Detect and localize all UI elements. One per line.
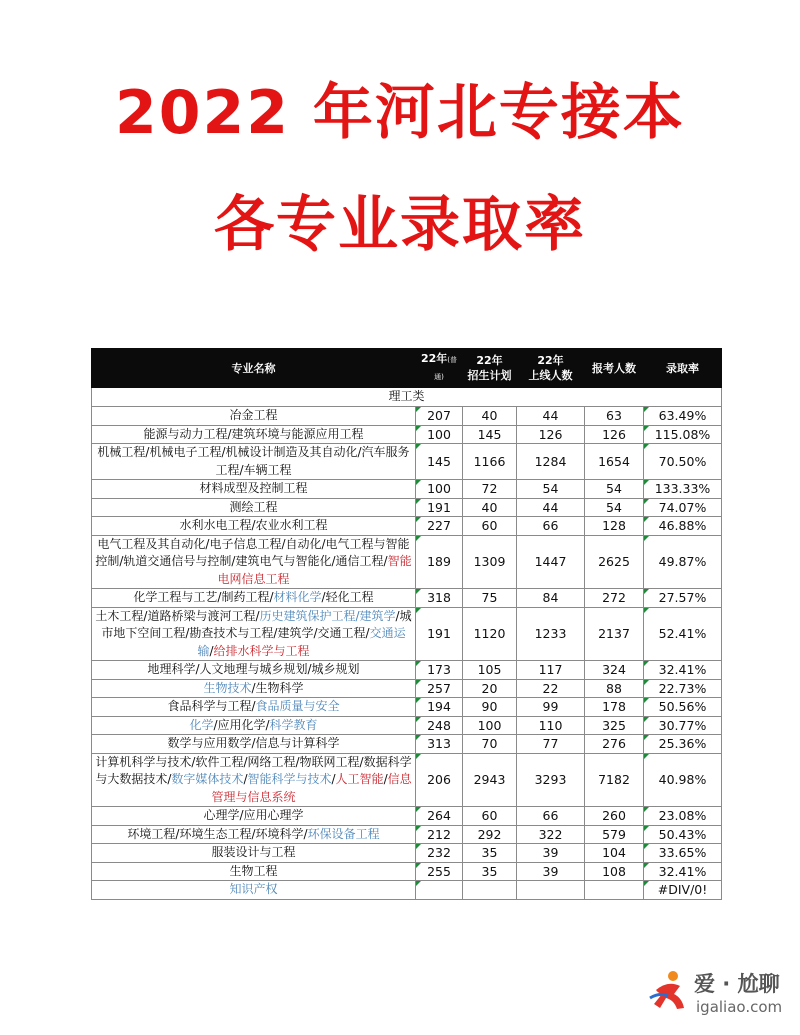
page-title-line-2: 各专业录取率	[214, 190, 586, 260]
major-name-segment: 土木工程/道路桥梁与渡河工程/	[95, 608, 260, 623]
major-name-segment: /应用化学/	[213, 717, 270, 732]
major-name-segment: 材料化学	[273, 590, 322, 604]
major-name-segment: 服装设计与工程	[211, 845, 296, 859]
plan-cell: 292	[463, 825, 517, 844]
count-cell: 191	[416, 607, 463, 661]
applicants-cell: 272	[585, 589, 644, 608]
watermark-url: igaliao.com	[696, 998, 783, 1016]
major-name-cell	[92, 825, 416, 844]
rate-cell: 30.77%	[644, 716, 722, 735]
major-name-segment: 人工智能	[335, 772, 384, 786]
plan-cell: 1309	[463, 535, 517, 589]
table-row	[92, 535, 722, 589]
major-name-cell	[92, 661, 416, 680]
table-row	[92, 444, 722, 480]
rate-cell: 40.98%	[644, 753, 722, 807]
table-row	[92, 661, 722, 680]
plan-cell: 35	[463, 862, 517, 881]
major-name-cell	[92, 807, 416, 826]
count-cell: 191	[416, 498, 463, 517]
admission-rate-table	[91, 348, 722, 900]
qualified-cell: 44	[517, 407, 585, 426]
rate-cell: 32.41%	[644, 661, 722, 680]
qualified-cell: 66	[517, 517, 585, 536]
table-row	[92, 407, 722, 426]
table-row	[92, 735, 722, 754]
header-applicants: 报考人数	[585, 349, 644, 388]
major-name-segment: 化学工程与工艺/制药工程/	[133, 590, 274, 604]
applicants-cell: 2625	[585, 535, 644, 589]
applicants-cell: 7182	[585, 753, 644, 807]
major-name-segment: 数字媒体技术	[171, 772, 244, 786]
major-name-segment: 数学与应用数学/信息与计算科学	[167, 736, 340, 750]
qualified-cell: 117	[517, 661, 585, 680]
table-row	[92, 807, 722, 826]
plan-cell: 90	[463, 698, 517, 717]
table-row	[92, 607, 722, 661]
plan-cell: 1120	[463, 607, 517, 661]
major-name-segment: 环保设备工程	[307, 826, 380, 841]
qualified-cell: 39	[517, 844, 585, 863]
rate-cell: 115.08%	[644, 425, 722, 444]
applicants-cell: 276	[585, 735, 644, 754]
header-plan	[463, 349, 517, 388]
major-name-segment: 化学	[189, 717, 214, 732]
major-name-segment: 信息管理与信息系统	[211, 772, 412, 804]
major-name-segment: 计算机科学与技术/软件工程/网络工程/物联网工程/数据科学与大数据技术/	[95, 754, 412, 786]
qualified-cell: 54	[517, 480, 585, 499]
table-row	[92, 425, 722, 444]
major-name-cell	[92, 698, 416, 717]
applicants-cell: 325	[585, 716, 644, 735]
count-cell	[416, 881, 463, 900]
rate-cell: 25.36%	[644, 735, 722, 754]
qualified-cell: 322	[517, 825, 585, 844]
major-name-segment: 能源与动力工程/建筑环境与能源应用工程	[143, 426, 364, 441]
plan-cell: 40	[463, 498, 517, 517]
major-name-segment: 智能电网信息工程	[217, 554, 412, 586]
major-name-segment: /轻化工程	[321, 590, 374, 604]
major-name-segment: 机械工程/机械电子工程/机械设计制造及其自动化/汽车服务工程/车辆工程	[97, 445, 410, 477]
applicants-cell: 260	[585, 807, 644, 826]
section-label: 理工类	[92, 388, 722, 407]
count-cell: 318	[416, 589, 463, 608]
count-cell: 100	[416, 425, 463, 444]
table-header	[92, 349, 722, 388]
count-cell: 206	[416, 753, 463, 807]
qualified-cell: 84	[517, 589, 585, 608]
plan-cell: 60	[463, 517, 517, 536]
table-row	[92, 480, 722, 499]
plan-cell	[463, 881, 517, 900]
header-col-1	[416, 349, 463, 388]
table-row	[92, 698, 722, 717]
qualified-cell: 44	[517, 498, 585, 517]
qualified-cell: 1233	[517, 607, 585, 661]
applicants-cell: 178	[585, 698, 644, 717]
table-row	[92, 881, 722, 900]
rate-cell: 46.88%	[644, 517, 722, 536]
count-cell: 212	[416, 825, 463, 844]
rate-cell: 50.56%	[644, 698, 722, 717]
rate-cell: 22.73%	[644, 679, 722, 698]
major-name-segment: 地理科学/人文地理与城乡规划/城乡规划	[147, 662, 360, 676]
applicants-cell: 63	[585, 407, 644, 426]
applicants-cell: 88	[585, 679, 644, 698]
major-name-segment: 环境工程/环境生态工程/环境科学/	[127, 826, 308, 841]
header-col-1-note: (普通)	[434, 356, 458, 381]
count-cell: 232	[416, 844, 463, 863]
major-name-segment: 历史建筑保护工程/建筑学	[259, 608, 396, 623]
plan-cell: 35	[463, 844, 517, 863]
table-row	[92, 862, 722, 881]
applicants-cell: 324	[585, 661, 644, 680]
major-name-cell	[92, 716, 416, 735]
major-name-cell	[92, 735, 416, 754]
applicants-cell: 54	[585, 480, 644, 499]
qualified-cell: 66	[517, 807, 585, 826]
major-name-cell	[92, 444, 416, 480]
major-name-segment: 冶金工程	[229, 408, 278, 422]
major-name-segment: 心理学/应用心理学	[203, 808, 304, 822]
plan-cell: 20	[463, 679, 517, 698]
rate-cell: 63.49%	[644, 407, 722, 426]
major-name-cell	[92, 862, 416, 881]
major-name-segment: 交通运输	[197, 626, 406, 658]
major-name-segment: 水利水电工程/农业水利工程	[179, 518, 328, 532]
table-row	[92, 753, 722, 807]
table-row	[92, 716, 722, 735]
rate-cell: 50.43%	[644, 825, 722, 844]
count-cell: 145	[416, 444, 463, 480]
watermark-text: 爱 · 尬聊	[694, 972, 780, 996]
qualified-cell: 1447	[517, 535, 585, 589]
rate-cell: 49.87%	[644, 535, 722, 589]
header-qualified-year: 22年	[537, 354, 564, 367]
rate-cell: #DIV/0!	[644, 881, 722, 900]
plan-cell: 145	[463, 425, 517, 444]
table-row	[92, 589, 722, 608]
major-name-segment: 电气工程及其自动化/电子信息工程/自动化/电气工程与智能控制/轨道交通信号与控制/建筑电气与智能化/通信工程/	[95, 536, 410, 568]
count-cell: 255	[416, 862, 463, 881]
count-cell: 313	[416, 735, 463, 754]
applicants-cell	[585, 881, 644, 900]
count-cell: 194	[416, 698, 463, 717]
major-name-segment: 智能科学与技术	[247, 772, 332, 786]
major-name-cell	[92, 881, 416, 900]
major-name-cell	[92, 607, 416, 661]
applicants-cell: 108	[585, 862, 644, 881]
qualified-cell: 99	[517, 698, 585, 717]
page-title-line-1: 2022 年河北专接本	[115, 78, 685, 148]
applicants-cell: 128	[585, 517, 644, 536]
major-name-segment: 测绘工程	[229, 499, 278, 514]
plan-cell: 70	[463, 735, 517, 754]
major-name-cell	[92, 407, 416, 426]
applicants-cell: 1654	[585, 444, 644, 480]
major-name-segment: 材料成型及控制工程	[199, 481, 308, 495]
major-name-segment: 知识产权	[229, 882, 278, 896]
header-plan-year: 22年	[476, 354, 503, 367]
rate-cell: 70.50%	[644, 444, 722, 480]
major-name-cell	[92, 517, 416, 536]
table-row	[92, 498, 722, 517]
count-cell: 173	[416, 661, 463, 680]
header-plan-label: 招生计划	[467, 369, 512, 382]
rate-cell: 33.65%	[644, 844, 722, 863]
major-name-cell	[92, 844, 416, 863]
major-name-segment: /	[243, 772, 248, 786]
plan-cell: 60	[463, 807, 517, 826]
header-qualified-label: 上线人数	[528, 369, 573, 382]
major-name-segment: /	[209, 643, 214, 658]
section-row	[92, 388, 722, 407]
major-name-cell	[92, 425, 416, 444]
applicants-cell: 54	[585, 498, 644, 517]
qualified-cell: 126	[517, 425, 585, 444]
major-name-segment: 食品科学与工程/	[167, 699, 256, 713]
table-row	[92, 844, 722, 863]
qualified-cell	[517, 881, 585, 900]
applicants-cell: 2137	[585, 607, 644, 661]
plan-cell: 40	[463, 407, 517, 426]
plan-cell: 72	[463, 480, 517, 499]
plan-cell: 100	[463, 716, 517, 735]
major-name-cell	[92, 498, 416, 517]
qualified-cell: 22	[517, 679, 585, 698]
major-name-segment: 食品质量与安全	[255, 699, 340, 713]
header-qualified	[517, 349, 585, 388]
applicants-cell: 126	[585, 425, 644, 444]
table-row	[92, 517, 722, 536]
rate-cell: 32.41%	[644, 862, 722, 881]
header-major-name: 专业名称	[92, 349, 416, 388]
count-cell: 248	[416, 716, 463, 735]
rate-cell: 23.08%	[644, 807, 722, 826]
table-row	[92, 825, 722, 844]
plan-cell: 1166	[463, 444, 517, 480]
qualified-cell: 110	[517, 716, 585, 735]
count-cell: 207	[416, 407, 463, 426]
major-name-segment: 生物工程	[229, 863, 278, 878]
plan-cell: 105	[463, 661, 517, 680]
qualified-cell: 39	[517, 862, 585, 881]
watermark	[640, 962, 800, 1032]
count-cell: 227	[416, 517, 463, 536]
major-name-segment: /	[383, 772, 388, 786]
rate-cell: 133.33%	[644, 480, 722, 499]
major-name-cell	[92, 535, 416, 589]
major-name-segment: /生物科学	[251, 680, 304, 695]
major-name-cell	[92, 679, 416, 698]
count-cell: 264	[416, 807, 463, 826]
count-cell: 257	[416, 679, 463, 698]
rate-cell: 74.07%	[644, 498, 722, 517]
major-name-segment: 给排水科学与工程	[213, 643, 310, 658]
major-name-segment: /	[331, 772, 336, 786]
applicants-cell: 104	[585, 844, 644, 863]
major-name-segment: 生物技术	[203, 680, 252, 695]
major-name-segment: 科学教育	[269, 717, 318, 732]
qualified-cell: 77	[517, 735, 585, 754]
plan-cell: 75	[463, 589, 517, 608]
runner-logo-icon	[646, 968, 692, 1014]
rate-cell: 27.57%	[644, 589, 722, 608]
major-name-segment: /城市地下空间工程/勘查技术与工程/建筑学/交通工程/	[101, 608, 412, 640]
qualified-cell: 3293	[517, 753, 585, 807]
major-name-cell	[92, 589, 416, 608]
qualified-cell: 1284	[517, 444, 585, 480]
plan-cell: 2943	[463, 753, 517, 807]
major-name-cell	[92, 753, 416, 807]
applicants-cell: 579	[585, 825, 644, 844]
count-cell: 189	[416, 535, 463, 589]
rate-cell: 52.41%	[644, 607, 722, 661]
header-rate: 录取率	[644, 349, 722, 388]
major-name-cell	[92, 480, 416, 499]
count-cell: 100	[416, 480, 463, 499]
table-row	[92, 679, 722, 698]
header-col-1-label: 22年	[420, 352, 448, 365]
